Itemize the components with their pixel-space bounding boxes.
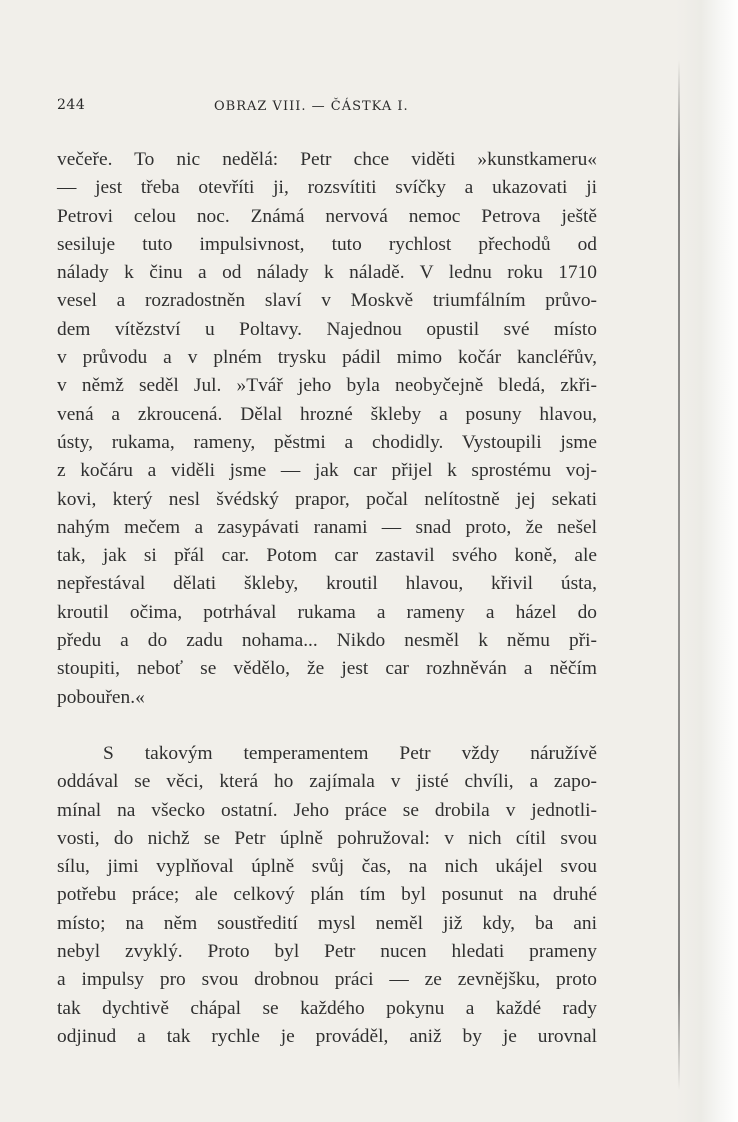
text-line: mínal na všecko ostatní. Jeho práce se drobila v jednotli-	[57, 799, 597, 821]
text-line: nebyl zvyklý. Proto byl Petr nucen hledati prameny	[57, 941, 597, 963]
text-line: ústy, rukama, rameny, pěstmi a chodidly. Vystoupili jsme	[57, 431, 597, 453]
text-line: tak, jak si přál car. Potom car zastavil svého koně, ale	[57, 545, 597, 567]
text-line: pobouřen.«	[57, 686, 145, 708]
text-line: sílu, jimi vyplňoval úplně svůj čas, na nich ukájel svou	[57, 856, 597, 878]
text-line: tak dychtivě chápal se každého pokynu a každé rady	[57, 997, 597, 1019]
text-line: kroutil očima, potrhával rukama a rameny a házel do	[57, 601, 597, 623]
paragraph-1	[57, 146, 597, 712]
text-line: předu a do zadu nohama... Nikdo nesměl k němu při-	[57, 630, 597, 652]
text-line: sesiluje tuto impulsivnost, tuto rychlost přechodů od	[57, 233, 597, 255]
body-text	[57, 146, 597, 1051]
paragraph-spacer	[57, 712, 597, 740]
running-head: OBRAZ VIII. — ČÁSTKA I.	[214, 99, 409, 114]
text-line: v průvodu a v plném trysku pádil mimo kočár kancléřův,	[57, 347, 597, 369]
paragraph-2	[57, 740, 597, 1051]
text-line: nahým mečem a zasypávati ranami — snad proto, že nešel	[57, 516, 597, 538]
page-number: 244	[57, 97, 86, 113]
text-line: kovi, který nesl švédský prapor, počal nelítostně jej sekati	[57, 488, 597, 510]
text-line: oddával se věci, která ho zajímala v jisté chvíli, a zapo-	[57, 771, 597, 793]
text-line: místo; na něm soustředití mysl neměl již kdy, ba ani	[57, 912, 597, 934]
text-line: — jest třeba otevříti ji, rozsvítiti svíčky a ukazovati ji	[57, 177, 597, 199]
text-line: odjinud a tak rychle je prováděl, aniž by je urovnal	[57, 1025, 597, 1047]
text-line: nepřestával dělati škleby, kroutil hlavou, křivil ústa,	[57, 573, 597, 595]
text-line: v němž seděl Jul. »Tvář jeho byla neobyčejně bledá, zkři-	[57, 375, 597, 397]
text-line: večeře. To nic nedělá: Petr chce viděti »kunstkameru«	[57, 149, 597, 170]
text-line: Petrovi celou noc. Známá nervová nemoc Petrova ještě	[57, 205, 597, 227]
text-line: nálady k činu a od nálady k náladě. V lednu roku 1710	[57, 262, 597, 284]
page-edge-shadow	[676, 0, 738, 1122]
page-edge-line	[678, 60, 680, 1090]
text-line: vená a zkroucená. Dělal hrozné škleby a posuny hlavou,	[57, 403, 597, 425]
text-line: stoupiti, neboť se vědělo, že jest car rozhněván a něčím	[57, 658, 597, 680]
text-line: S takovým temperamentem Petr vždy náružívě	[103, 742, 597, 764]
text-line: potřebu práce; ale celkový plán tím byl posunut na druhé	[57, 884, 597, 906]
text-line: vosti, do nichž se Petr úplně pohružoval: v nich cítil svou	[57, 827, 597, 849]
text-line: a impulsy pro svou drobnou práci — ze zevnějšku, proto	[57, 969, 597, 991]
text-line: dem vítězství u Poltavy. Najednou opustil své místo	[57, 318, 597, 340]
text-line: vesel a rozradostněn slaví v Moskvě triumfálním průvo-	[57, 290, 597, 312]
text-line: z kočáru a viděli jsme — jak car přijel k sprostému voj-	[57, 460, 597, 482]
